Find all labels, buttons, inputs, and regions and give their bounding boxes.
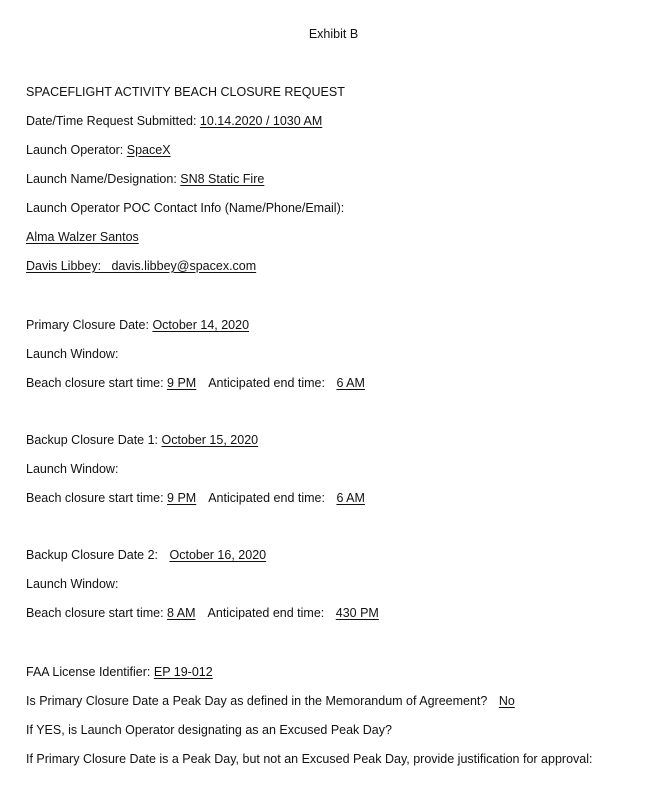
justification-question: If Primary Closure Date is a Peak Day, but not an Excused Peak Day, provide justification for approval: bbox=[26, 752, 593, 766]
primary-times-line bbox=[26, 375, 365, 391]
backup1-date-value: October 15, 2020 bbox=[161, 433, 259, 447]
backup2-date-label: Backup Closure Date 2: bbox=[26, 548, 162, 562]
primary-start-label: Beach closure start time: bbox=[26, 376, 168, 390]
operator-label: Launch Operator: bbox=[26, 143, 127, 157]
faa-license-value: EP 19-012 bbox=[153, 665, 213, 679]
backup1-start-value: 9 PM bbox=[167, 491, 197, 505]
backup1-end-value: 6 AM bbox=[336, 491, 365, 505]
backup2-start-label: Beach closure start time: bbox=[26, 606, 168, 620]
backup1-times-line bbox=[26, 490, 365, 506]
backup1-window-label: Launch Window: bbox=[26, 462, 119, 476]
submitted-value: 10.14.2020 / 1030 AM bbox=[199, 114, 323, 128]
poc-contact-1 bbox=[26, 229, 139, 245]
excused-peak-question: If YES, is Launch Operator designating as an Excused Peak Day? bbox=[26, 723, 392, 737]
backup1-date-label: Backup Closure Date 1: bbox=[26, 433, 162, 447]
primary-date-line bbox=[26, 317, 249, 333]
primary-date-label: Primary Closure Date: bbox=[26, 318, 153, 332]
peak-day-question: Is Primary Closure Date a Peak Day as defined in the Memorandum of Agreement? bbox=[26, 694, 491, 708]
faa-license-label: FAA License Identifier: bbox=[26, 665, 154, 679]
submitted-line bbox=[26, 113, 322, 129]
primary-start-value: 9 PM bbox=[167, 376, 197, 390]
backup1-end-label: Anticipated end time: bbox=[208, 491, 329, 505]
launch-name-line bbox=[26, 171, 264, 187]
backup2-date-line bbox=[26, 547, 266, 563]
launch-name-value: SN8 Static Fire bbox=[180, 172, 265, 186]
backup1-date-line bbox=[26, 432, 258, 448]
backup2-start-value: 8 AM bbox=[167, 606, 196, 620]
backup2-end-label: Anticipated end time: bbox=[207, 606, 328, 620]
poc-gap bbox=[101, 259, 111, 273]
submitted-label: Date/Time Request Submitted: bbox=[26, 114, 200, 128]
operator-value: SpaceX bbox=[126, 143, 171, 157]
poc-name-2: Davis Libbey: bbox=[26, 259, 102, 273]
backup2-window-label: Launch Window: bbox=[26, 577, 119, 591]
poc-contact-2 bbox=[26, 258, 256, 274]
primary-date-value: October 14, 2020 bbox=[152, 318, 250, 332]
exhibit-title: Exhibit B bbox=[308, 27, 359, 41]
poc-label: Launch Operator POC Contact Info (Name/Phone/Email): bbox=[26, 201, 345, 215]
primary-window-label: Launch Window: bbox=[26, 347, 119, 361]
primary-end-value: 6 AM bbox=[336, 376, 365, 390]
faa-license-line bbox=[26, 664, 213, 680]
operator-line bbox=[26, 142, 171, 158]
form-heading: SPACEFLIGHT ACTIVITY BEACH CLOSURE REQUEST bbox=[26, 85, 345, 99]
backup2-date-value: October 16, 2020 bbox=[169, 548, 267, 562]
peak-day-line bbox=[26, 693, 515, 709]
backup1-start-label: Beach closure start time: bbox=[26, 491, 168, 505]
poc-email-2: davis.libbey@spacex.com bbox=[111, 259, 257, 273]
backup2-times-line bbox=[26, 605, 379, 621]
launch-name-label: Launch Name/Designation: bbox=[26, 172, 181, 186]
poc-name-1: Alma Walzer Santos bbox=[26, 230, 139, 244]
primary-end-label: Anticipated end time: bbox=[208, 376, 329, 390]
peak-day-answer: No bbox=[498, 694, 515, 708]
backup2-end-value: 430 PM bbox=[335, 606, 379, 620]
